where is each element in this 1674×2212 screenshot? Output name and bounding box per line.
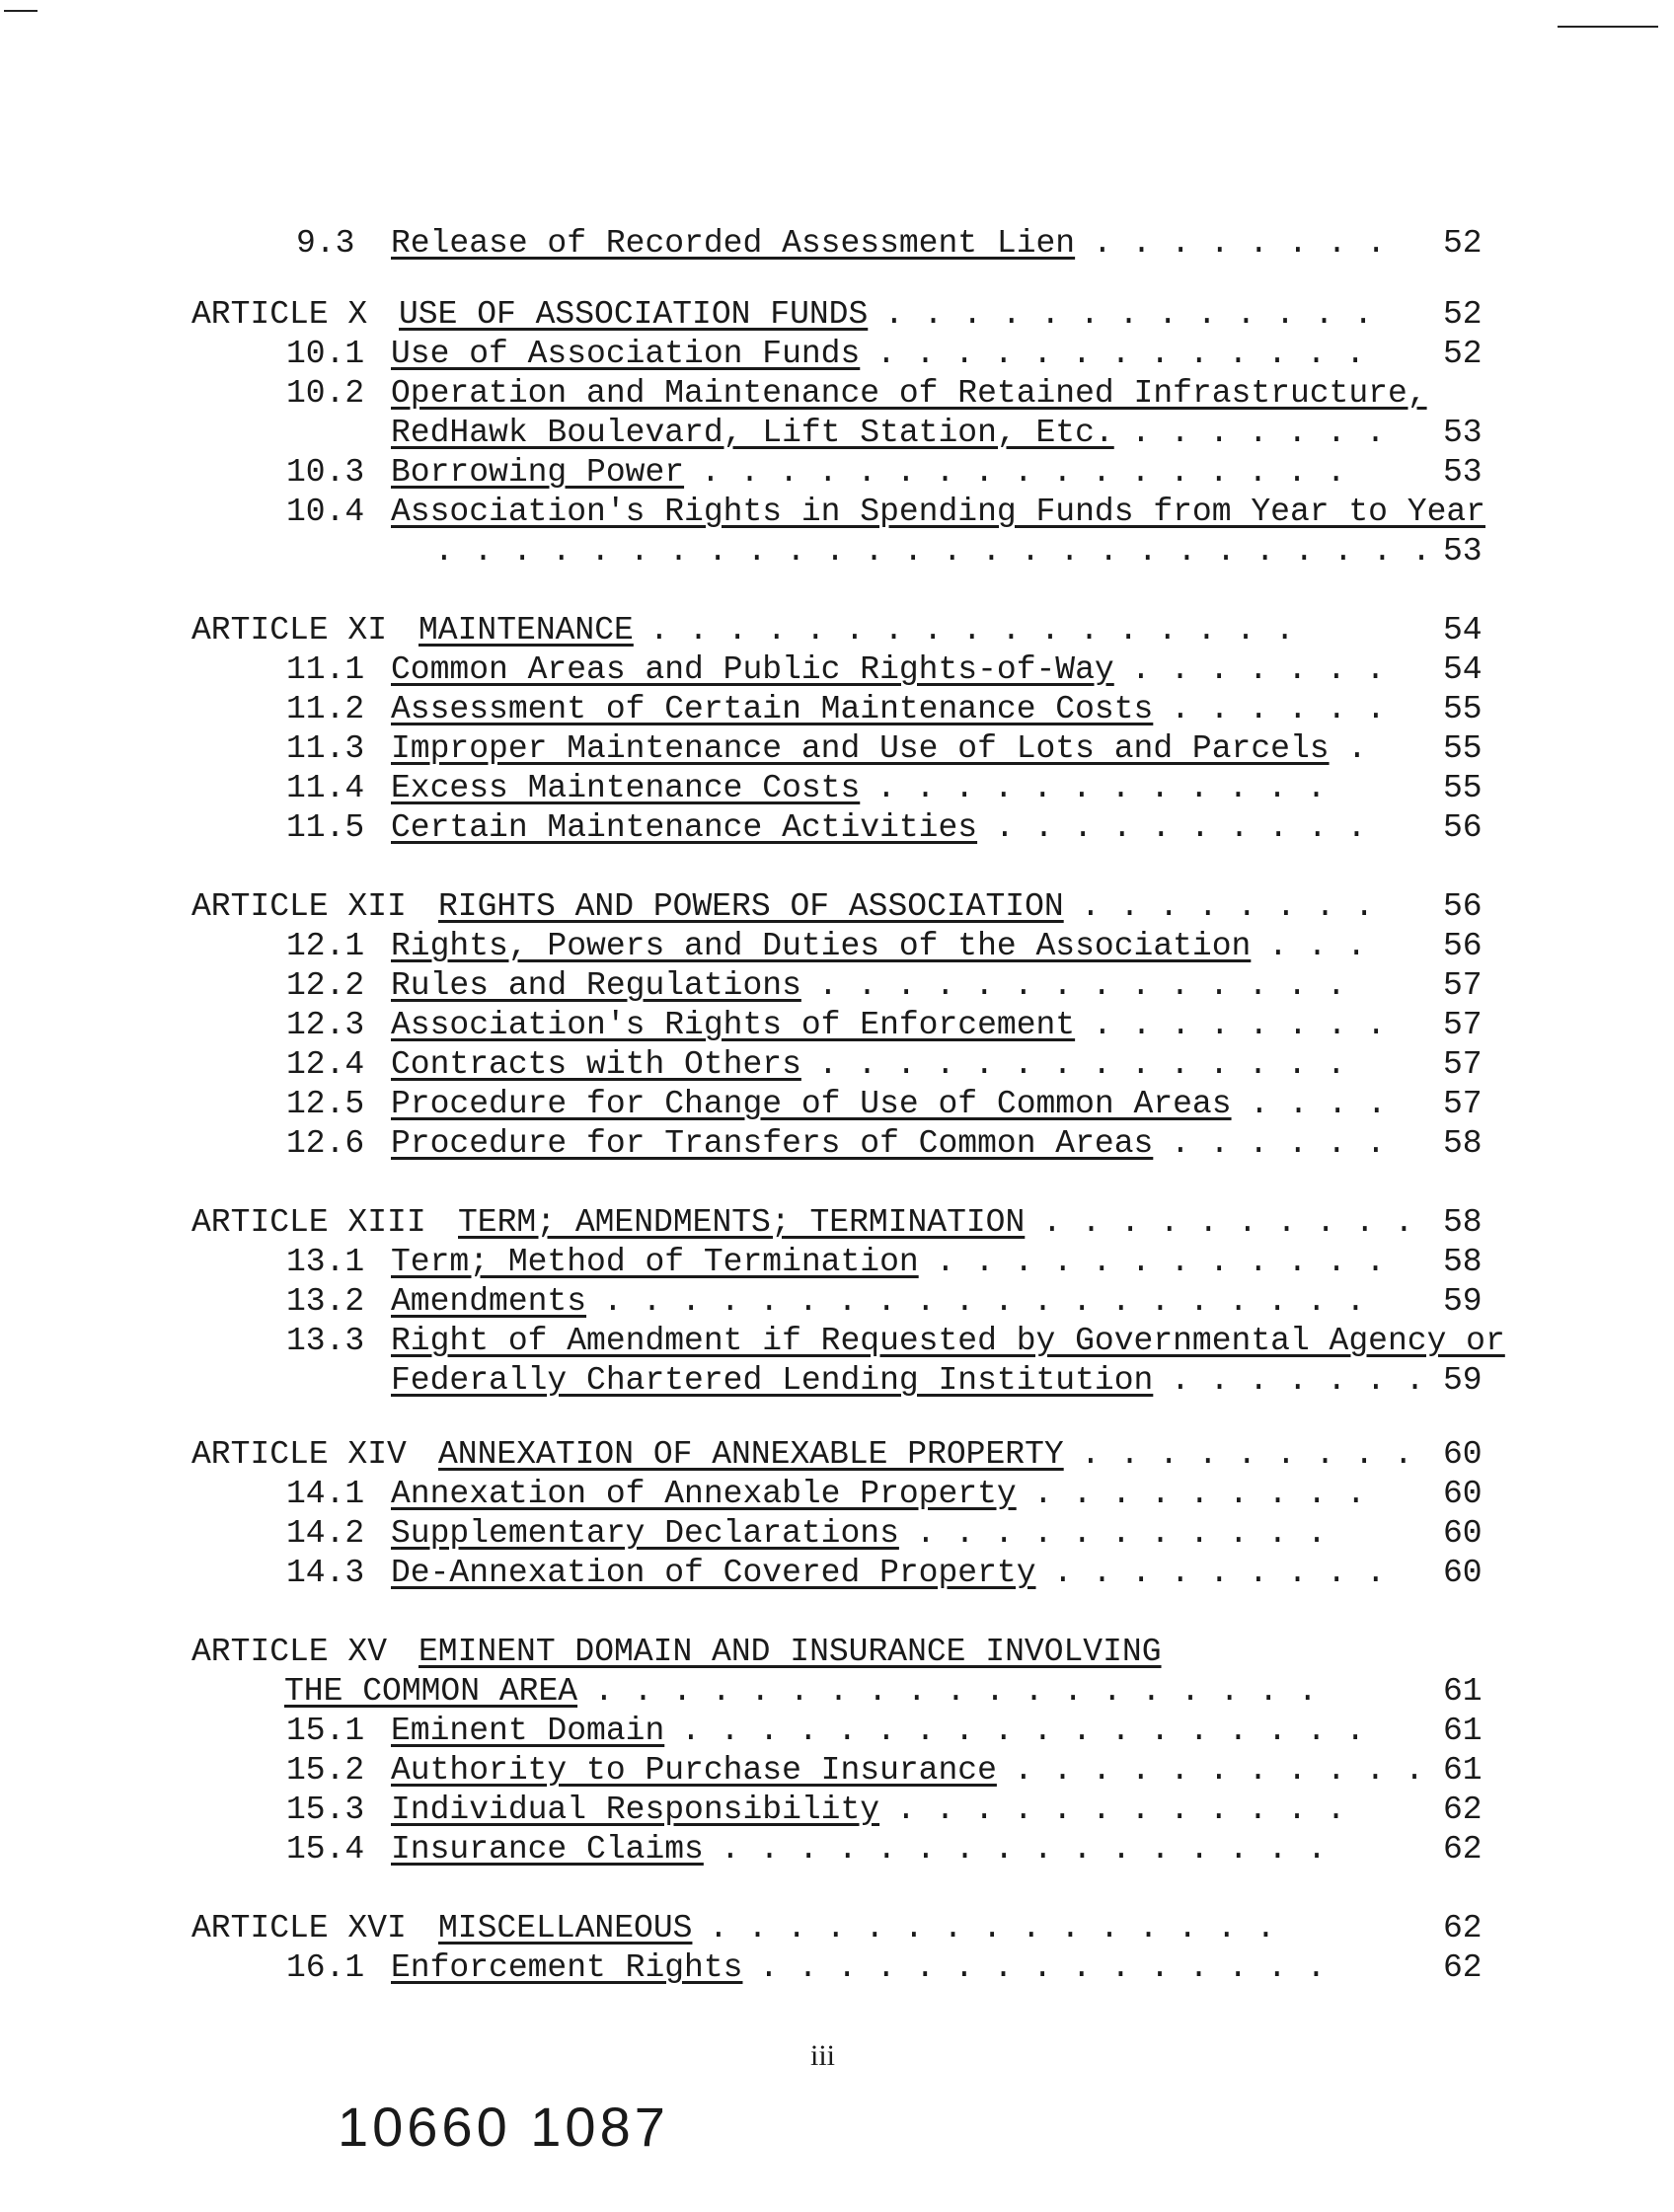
toc-title-excess-maintenance-costs[interactable]: Excess Maintenance Costs bbox=[391, 770, 861, 806]
toc-section-row bbox=[0, 1086, 1674, 1125]
section-number: 15.4 bbox=[286, 1831, 365, 1868]
dot-leader: . . . . . . . . . . . . . . . . . . . bbox=[594, 1673, 1318, 1710]
page-number: 57 bbox=[1443, 967, 1483, 1004]
page-number: 62 bbox=[1443, 1949, 1483, 1986]
section-number: 11.5 bbox=[286, 809, 365, 846]
scan-mark-left bbox=[4, 10, 38, 12]
dot-leader: . . . . . . . . bbox=[1081, 888, 1375, 925]
page-number: 57 bbox=[1443, 1086, 1483, 1122]
toc-title-procedure-for-transfers-of-common-areas[interactable]: Procedure for Transfers of Common Areas bbox=[391, 1125, 1154, 1162]
toc-section-row bbox=[0, 651, 1674, 691]
page-number: 55 bbox=[1443, 691, 1483, 727]
dot-leader: . . . . . . . . . . . bbox=[1014, 1752, 1424, 1789]
section-number: 15.3 bbox=[286, 1792, 365, 1828]
toc-title-use-of-association-funds[interactable]: Use of Association Funds bbox=[391, 336, 861, 372]
toc-title-annexation-of-annexable-property[interactable]: ANNEXATION OF ANNEXABLE PROPERTY bbox=[438, 1436, 1064, 1473]
toc-title-association-s-rights-in-spending-funds-f[interactable]: Association's Rights in Spending Funds from Year to Year bbox=[391, 494, 1485, 530]
dot-leader: . . . . . . . . bbox=[1093, 225, 1387, 262]
dot-leader: . . . . . . bbox=[1171, 1125, 1386, 1162]
article-label: ARTICLE XI bbox=[191, 612, 388, 648]
section-number: 14.3 bbox=[286, 1555, 365, 1591]
dot-leader: . . . . . . . . . . . . . . bbox=[818, 1046, 1346, 1083]
toc-title-release-of-recorded-assessment-lien[interactable]: Release of Recorded Assessment Lien bbox=[391, 225, 1076, 262]
toc-section-row bbox=[0, 1515, 1674, 1555]
toc-section-row bbox=[0, 1949, 1674, 1989]
page-number: 56 bbox=[1443, 809, 1483, 846]
section-number: 16.1 bbox=[286, 1949, 365, 1986]
section-number: 11.1 bbox=[286, 651, 365, 688]
toc-section-row bbox=[0, 1476, 1674, 1515]
dot-leader: . . . . . . . . . . . . bbox=[936, 1244, 1386, 1280]
dot-leader: . . . . . . . . . bbox=[1081, 1436, 1413, 1473]
page-number: 58 bbox=[1443, 1244, 1483, 1280]
toc-section-row bbox=[0, 770, 1674, 809]
dot-leader: . . . . . . . bbox=[1171, 1362, 1425, 1399]
page-number: 62 bbox=[1443, 1910, 1483, 1946]
page-number: 53 bbox=[1443, 415, 1483, 451]
toc-section-row bbox=[0, 730, 1674, 770]
page-number: 62 bbox=[1443, 1831, 1483, 1868]
toc-section-row bbox=[0, 336, 1674, 375]
toc-section-row bbox=[0, 967, 1674, 1007]
dot-leader: . . . . . . . . . . . . . . . . . . bbox=[681, 1713, 1366, 1749]
page-number: 60 bbox=[1443, 1515, 1483, 1552]
section-number: 14.1 bbox=[286, 1476, 365, 1512]
dot-leader: . . . . . . . . . . . . . . . bbox=[759, 1949, 1327, 1986]
page-number: 52 bbox=[1443, 225, 1483, 262]
dot-leader: . . . . bbox=[1250, 1086, 1387, 1122]
page-number: 61 bbox=[1443, 1713, 1483, 1749]
dot-leader: . bbox=[1347, 730, 1367, 767]
toc-section-row bbox=[0, 1323, 1674, 1362]
page-number: 60 bbox=[1443, 1555, 1483, 1591]
page-number: 56 bbox=[1443, 928, 1483, 964]
toc-title-insurance-claims[interactable]: Insurance Claims bbox=[391, 1831, 704, 1868]
toc-title-right-of-amendment-if-requested-by-gover[interactable]: Right of Amendment if Requested by Governmental Agency or bbox=[391, 1323, 1505, 1359]
toc-section-row bbox=[0, 1125, 1674, 1165]
section-number: 12.1 bbox=[286, 928, 365, 964]
section-number: 11.2 bbox=[286, 691, 365, 727]
article-label: ARTICLE XIV bbox=[191, 1436, 407, 1473]
page-number: 59 bbox=[1443, 1283, 1483, 1320]
toc-section-row bbox=[0, 1244, 1674, 1283]
dot-leader: . . . . . . . . . . . . . . . . . . . . bbox=[603, 1283, 1366, 1320]
toc-article-row bbox=[0, 296, 1674, 336]
toc-section-row bbox=[0, 928, 1674, 967]
toc-title-authority-to-purchase-insurance[interactable]: Authority to Purchase Insurance bbox=[391, 1752, 997, 1789]
toc-section-row bbox=[0, 1046, 1674, 1086]
toc-section-row bbox=[0, 1752, 1674, 1792]
dot-leader: . . . . . . . . . . . . . . . bbox=[709, 1910, 1276, 1946]
page-number: 53 bbox=[1443, 454, 1483, 491]
page-number: 57 bbox=[1443, 1046, 1483, 1083]
dot-leader: . . . . . . . . . . . . . bbox=[884, 296, 1374, 333]
toc-title-redhawk-boulevard-lift-station-etc[interactable]: RedHawk Boulevard, Lift Station, Etc. bbox=[391, 415, 1114, 451]
page-number: 58 bbox=[1443, 1125, 1483, 1162]
toc-section-row bbox=[0, 415, 1674, 454]
toc-section-row bbox=[0, 1007, 1674, 1046]
dot-leader: . . . . . . . . . . . bbox=[916, 1515, 1327, 1552]
toc-title-certain-maintenance-activities[interactable]: Certain Maintenance Activities bbox=[391, 809, 978, 846]
toc-section-row bbox=[0, 454, 1674, 494]
toc-title-individual-responsibility[interactable]: Individual Responsibility bbox=[391, 1792, 880, 1828]
dot-leader: . . . . . . . bbox=[1131, 651, 1386, 688]
toc-title-the-common-area[interactable]: THE COMMON AREA bbox=[284, 1673, 578, 1710]
toc-title-assessment-of-certain-maintenance-costs[interactable]: Assessment of Certain Maintenance Costs bbox=[391, 691, 1154, 727]
dot-leader: . . . . . . . . . . . . . . . . . bbox=[701, 454, 1346, 491]
section-number: 15.2 bbox=[286, 1752, 365, 1789]
section-number: 10.1 bbox=[286, 336, 365, 372]
dot-leader: . . . . . . . . . . bbox=[1042, 1204, 1414, 1241]
page-number: 61 bbox=[1443, 1752, 1483, 1789]
toc-title-eminent-domain-and-insurance-involving[interactable]: EMINENT DOMAIN AND INSURANCE INVOLVING bbox=[418, 1634, 1162, 1670]
page-number: 60 bbox=[1443, 1476, 1483, 1512]
page-number: 58 bbox=[1443, 1204, 1483, 1241]
toc-title-federally-chartered-lending-institution[interactable]: Federally Chartered Lending Institution bbox=[391, 1362, 1154, 1399]
page-number: 55 bbox=[1443, 770, 1483, 806]
toc-section-row bbox=[0, 691, 1674, 730]
toc-article-row bbox=[0, 1910, 1674, 1949]
page-number: 56 bbox=[1443, 888, 1483, 925]
toc-title-term-method-of-termination[interactable]: Term; Method of Termination bbox=[391, 1244, 919, 1280]
page-number: 57 bbox=[1443, 1007, 1483, 1043]
dot-leader: . . . . . . . . . . . . . bbox=[876, 336, 1366, 372]
dot-leader: . . . . . . . . . . . . . . bbox=[818, 967, 1346, 1004]
toc-article-row bbox=[0, 1436, 1674, 1476]
article-label: ARTICLE XV bbox=[191, 1634, 388, 1670]
toc-title-rights-and-powers-of-association[interactable]: RIGHTS AND POWERS OF ASSOCIATION bbox=[438, 888, 1064, 925]
toc-section-row bbox=[0, 1792, 1674, 1831]
page-number: 60 bbox=[1443, 1436, 1483, 1473]
section-number: 10.2 bbox=[286, 375, 365, 412]
page-number: 52 bbox=[1443, 296, 1483, 333]
toc-title-procedure-for-change-of-use-of-common-ar[interactable]: Procedure for Change of Use of Common Areas bbox=[391, 1086, 1232, 1122]
page-number: 54 bbox=[1443, 651, 1483, 688]
dot-leader: . . . . . . . . . . . . bbox=[876, 770, 1327, 806]
toc-title-eminent-domain[interactable]: Eminent Domain bbox=[391, 1713, 665, 1749]
toc-section-row bbox=[0, 494, 1674, 533]
scan-mark-right bbox=[1558, 26, 1658, 28]
article-label: ARTICLE XII bbox=[191, 888, 407, 925]
dot-leader: . . . . . . . . . bbox=[1033, 1476, 1366, 1512]
toc-section-row bbox=[0, 809, 1674, 849]
page-number-roman: iii bbox=[810, 2039, 836, 2072]
section-number: 11.4 bbox=[286, 770, 365, 806]
dot-leader: . . . . . . . . . . . . . . . . bbox=[721, 1831, 1327, 1868]
toc-title-contracts-with-others[interactable]: Contracts with Others bbox=[391, 1046, 801, 1083]
section-number: 15.1 bbox=[286, 1713, 365, 1749]
toc-title-term-amendments-termination[interactable]: TERM; AMENDMENTS; TERMINATION bbox=[458, 1204, 1026, 1241]
section-number: 10.3 bbox=[286, 454, 365, 491]
dot-leader: . . . . . . . . bbox=[1093, 1007, 1387, 1043]
toc-article-row bbox=[0, 612, 1674, 651]
toc-title-borrowing-power[interactable]: Borrowing Power bbox=[391, 454, 685, 491]
toc-title-improper-maintenance-and-use-of-lots-and[interactable]: Improper Maintenance and Use of Lots and Parcels bbox=[391, 730, 1330, 767]
toc-title-de-annexation-of-covered-property[interactable]: De-Annexation of Covered Property bbox=[391, 1555, 1036, 1591]
section-number: 12.4 bbox=[286, 1046, 365, 1083]
section-number: 13.2 bbox=[286, 1283, 365, 1320]
toc-article-row bbox=[0, 1634, 1674, 1673]
toc-section-row bbox=[0, 225, 1674, 265]
toc-title-amendments[interactable]: Amendments bbox=[391, 1283, 587, 1320]
toc-title-rules-and-regulations[interactable]: Rules and Regulations bbox=[391, 967, 801, 1004]
toc-title-miscellaneous[interactable]: MISCELLANEOUS bbox=[438, 1910, 693, 1946]
toc-section-row bbox=[0, 533, 1674, 572]
article-label: ARTICLE X bbox=[191, 296, 368, 333]
toc-section-row bbox=[0, 1713, 1674, 1752]
dot-leader: . . . . . . bbox=[1171, 691, 1386, 727]
dot-leader: . . . . . . . . . . bbox=[995, 809, 1367, 846]
toc-section-row bbox=[0, 1555, 1674, 1594]
toc-article-row bbox=[0, 1204, 1674, 1244]
section-number: 12.3 bbox=[286, 1007, 365, 1043]
page-number: 61 bbox=[1443, 1673, 1483, 1710]
toc-title-operation-and-maintenance-of-retained-in[interactable]: Operation and Maintenance of Retained Infrastructure, bbox=[391, 375, 1427, 412]
article-label: ARTICLE XVI bbox=[191, 1910, 407, 1946]
dot-leader: . . . . . . . . . . . . . . . . . . . . . . . . . . bbox=[434, 533, 1431, 570]
toc-title-enforcement-rights[interactable]: Enforcement Rights bbox=[391, 1949, 743, 1986]
section-number: 13.3 bbox=[286, 1323, 365, 1359]
section-number: 11.3 bbox=[286, 730, 365, 767]
toc-title-common-areas-and-public-rights-of-way[interactable]: Common Areas and Public Rights-of-Way bbox=[391, 651, 1114, 688]
section-number: 12.5 bbox=[286, 1086, 365, 1122]
dot-leader: . . . . . . . bbox=[1131, 415, 1386, 451]
page-number: 55 bbox=[1443, 730, 1483, 767]
toc-article-row bbox=[0, 1673, 1674, 1713]
page-number: 54 bbox=[1443, 612, 1483, 648]
dot-leader: . . . . . . . . . . . . bbox=[896, 1792, 1346, 1828]
section-number: 13.1 bbox=[286, 1244, 365, 1280]
toc-article-row bbox=[0, 888, 1674, 928]
toc-title-annexation-of-annexable-property[interactable]: Annexation of Annexable Property bbox=[391, 1476, 1017, 1512]
toc-title-use-of-association-funds[interactable]: USE OF ASSOCIATION FUNDS bbox=[399, 296, 869, 333]
page-number: 62 bbox=[1443, 1792, 1483, 1828]
toc-title-rights-powers-and-duties-of-the-associat[interactable]: Rights, Powers and Duties of the Association bbox=[391, 928, 1252, 964]
dot-leader: . . . . . . . . . bbox=[1053, 1555, 1386, 1591]
page-number: 53 bbox=[1443, 533, 1483, 570]
dot-leader: . . . . . . . . . . . . . . . . . bbox=[649, 612, 1295, 648]
section-number: 10.4 bbox=[286, 494, 365, 530]
toc-section-row bbox=[0, 1362, 1674, 1402]
article-label: ARTICLE XIII bbox=[191, 1204, 426, 1241]
document-stamp: 10660 1087 bbox=[338, 2096, 669, 2158]
page-number: 59 bbox=[1443, 1362, 1483, 1399]
toc-title-maintenance[interactable]: MAINTENANCE bbox=[418, 612, 634, 648]
toc-section-row bbox=[0, 1283, 1674, 1323]
section-number: 12.2 bbox=[286, 967, 365, 1004]
section-number: 14.2 bbox=[286, 1515, 365, 1552]
section-number: 9.3 bbox=[296, 225, 355, 262]
toc-title-association-s-rights-of-enforcement[interactable]: Association's Rights of Enforcement bbox=[391, 1007, 1076, 1043]
section-number: 12.6 bbox=[286, 1125, 365, 1162]
toc-title-supplementary-declarations[interactable]: Supplementary Declarations bbox=[391, 1515, 899, 1552]
toc-section-row bbox=[0, 375, 1674, 415]
page-number: 52 bbox=[1443, 336, 1483, 372]
dot-leader: . . . bbox=[1268, 928, 1367, 964]
toc-section-row bbox=[0, 1831, 1674, 1870]
